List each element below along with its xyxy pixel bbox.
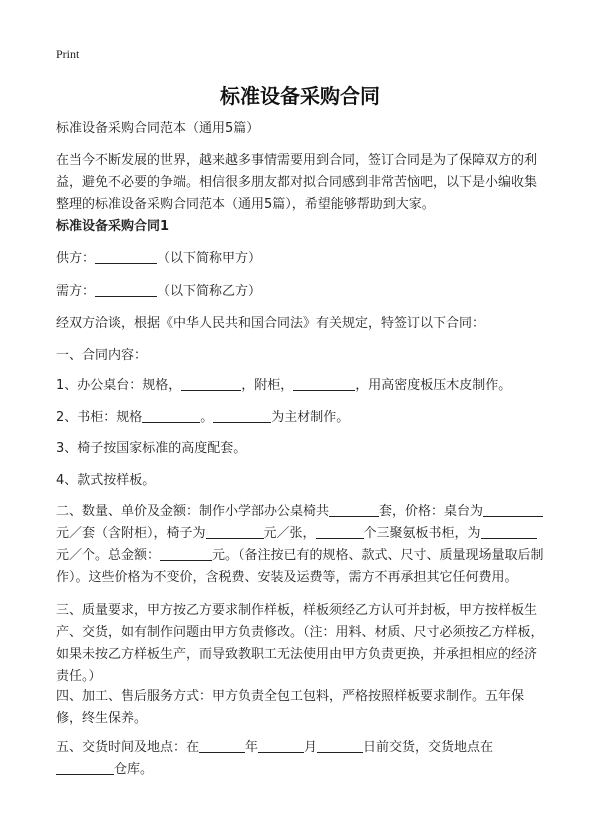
item4-line: 4、款式按样板。 <box>56 473 156 488</box>
clause5-text-d: 日前交货，交货地点在 <box>363 740 494 755</box>
item2-text-a: 2、书柜：规格 <box>56 410 143 425</box>
clause2-text-a: 二、数量、单价及金额：制作小学部办公桌椅共 <box>56 504 330 519</box>
item1-blank-2 <box>293 376 355 391</box>
clause5-text-b: 年 <box>245 740 259 755</box>
print-link[interactable]: Print <box>56 47 80 61</box>
clause3-paragraph: 三、质量要求，甲方按乙方要求制作样板，样板须经乙方认可并封板，甲方按样板生产、交货，如有制作问题由甲方负责修改。（注：用料、材质、尺寸必须按乙方样板，如果未按乙方样板生产，而导致教职工无法使用由甲方负责更换，并承担相应的经济责任。） <box>56 603 544 684</box>
item2-blank-1 <box>142 408 200 423</box>
clause5-paragraph <box>56 737 548 781</box>
buyer-note: （以下简称乙方） <box>157 284 262 299</box>
clause5-text-e: 仓库。 <box>114 762 154 777</box>
clause5-blank-month <box>258 738 304 753</box>
item2-text-c: 为主材制作。 <box>271 410 350 425</box>
buyer-blank <box>95 282 157 297</box>
section-title: 标准设备采购合同1 <box>56 219 170 234</box>
clause4-paragraph: 四、加工、售后服务方式：甲方负责全包工包料，严格按照样板要求制作。五年保修，终生保养。 <box>56 689 525 726</box>
item1-blank-1 <box>181 376 241 391</box>
clause2-blank-4 <box>316 524 364 539</box>
item1-text-c: ，用高密度板压木皮制作。 <box>355 378 512 393</box>
supplier-line <box>56 248 548 270</box>
clause2-text-g: 元。（备注按已有的规格、款式、尺寸、质量现场量取后制作）。这些价格为不变价，含税费、安装及运费等，需方不再承担其它任何费用。 <box>56 548 544 585</box>
clause2-blank-5 <box>481 524 537 539</box>
clause5-text-c: 月 <box>304 740 318 755</box>
clause5-blank-year <box>199 738 245 753</box>
document-title: 标准设备采购合同 <box>220 84 380 108</box>
clause2-blank-2 <box>483 502 543 517</box>
intro-paragraph: 在当今不断发展的世界，越来越多事情需要用到合同，签订合同是为了保障双方的利益，避免不必要的争端。相信很多朋友都对拟合同感到非常苦恼吧，以下是小编收集整理的标准设备采购合同范本（通用5篇），希望能够帮助到大家。 <box>56 153 538 212</box>
supplier-note: （以下简称甲方） <box>157 251 262 266</box>
clause2-blank-1 <box>329 502 379 517</box>
item1-text-a: 1、办公桌台：规格， <box>56 378 182 393</box>
buyer-line <box>56 281 548 303</box>
supplier-blank <box>95 249 157 264</box>
clause2-paragraph <box>56 501 548 589</box>
supplier-label: 供方： <box>56 251 96 266</box>
agreement-paragraph: 经双方洽谈，根据《中华人民共和国合同法》有关规定，特签订以下合同： <box>56 316 486 331</box>
item2-blank-2 <box>213 408 271 423</box>
item3-line: 3、椅子按国家标准的高度配套。 <box>56 441 247 456</box>
item1-text-b: ，附柜， <box>241 378 294 393</box>
item2-text-b: 。 <box>200 410 214 425</box>
clause2-blank-6 <box>160 546 212 561</box>
clause1-heading: 一、合同内容： <box>56 348 148 363</box>
clause5-blank-place <box>56 760 114 775</box>
item2-line <box>56 407 548 429</box>
clause2-blank-3 <box>206 524 264 539</box>
clause2-text-e: 个三聚氨板书柜，为 <box>363 526 481 541</box>
document-subtitle: 标准设备采购合同范本（通用5篇） <box>56 121 260 136</box>
clause2-text-c: 元／套（含附柜），椅子为 <box>56 526 206 541</box>
clause2-text-d: 元／张， <box>263 526 316 541</box>
clause2-text-f: 元／个。总金额： <box>56 548 161 563</box>
buyer-label: 需方： <box>56 284 96 299</box>
clause2-text-b: 套，价格：桌台为 <box>379 504 484 519</box>
clause5-text-a: 五、交货时间及地点：在 <box>56 740 200 755</box>
clause5-blank-day <box>317 738 363 753</box>
item1-line <box>56 375 548 397</box>
